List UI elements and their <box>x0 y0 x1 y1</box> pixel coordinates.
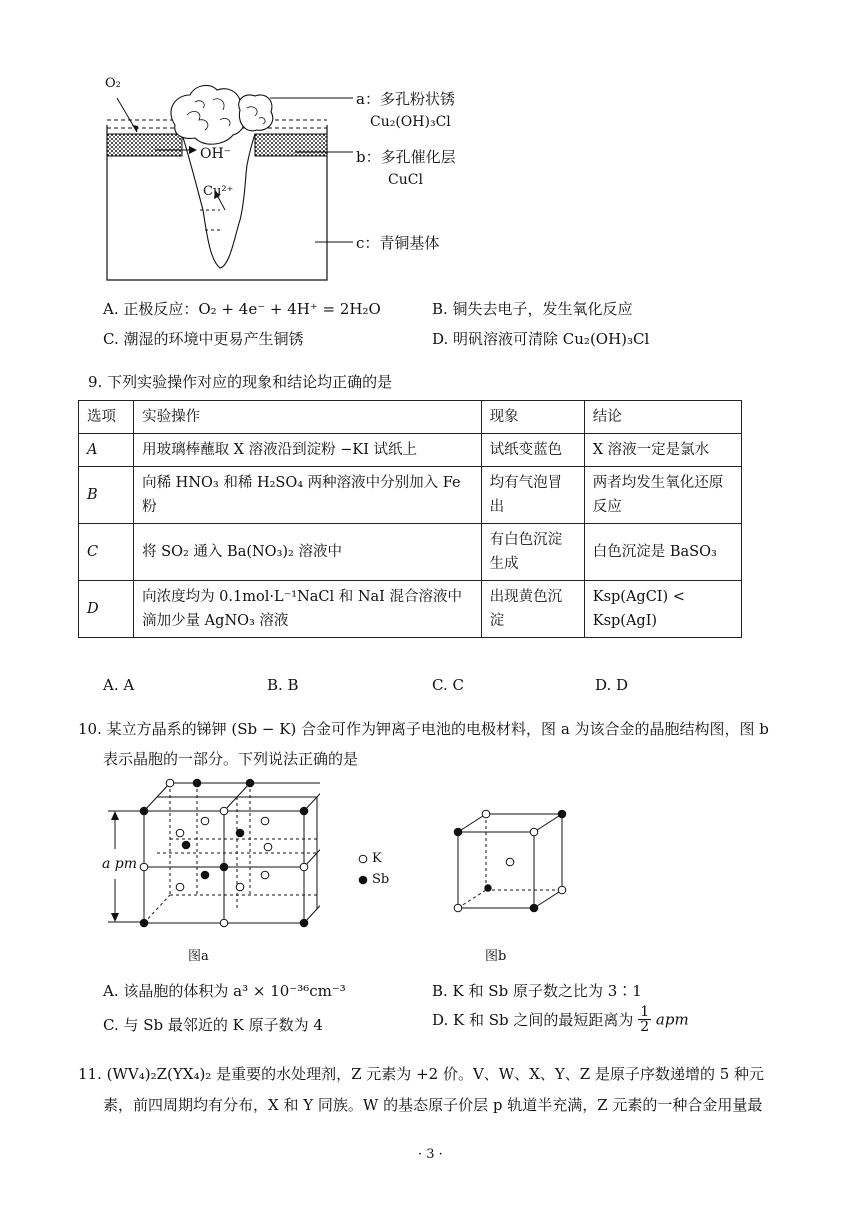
q9-option-c: C. C <box>432 676 464 694</box>
q10-option-d <box>432 1005 689 1034</box>
q10-stem-line1: 10. 某立方晶系的锑钾 (Sb − K) 合金可作为钾离子电池的电极材料，图 a 为该合金的晶胞结构图，图 b <box>78 720 769 738</box>
q9-stem: 9. 下列实验操作对应的现象和结论均正确的是 <box>88 373 393 391</box>
q10-option-c: C. 与 Sb 最邻近的 K 原子数为 4 <box>103 1016 323 1034</box>
row-b-conclusion: 两者均发生氧化还原反应 <box>584 467 741 524</box>
q8-option-d: D. 明矾溶液可清除 Cu₂(OH)₃Cl <box>432 330 650 348</box>
q10-option-d-unit: apm <box>655 1010 689 1029</box>
oh-label: OH⁻ <box>200 146 232 162</box>
dimension-label: a pm <box>102 856 138 872</box>
row-b-option: B <box>79 467 134 524</box>
crystal-cell-figure-b <box>450 808 575 913</box>
q8-option-a: A. 正极反应：O₂ + 4e⁻ + 4H⁺ = 2H₂O <box>103 300 381 318</box>
row-a-option: A <box>79 434 134 467</box>
o2-label: O₂ <box>105 76 121 91</box>
row-c-conclusion: 白色沉淀是 BaSO₃ <box>584 524 741 581</box>
q10-option-a: A. 该晶胞的体积为 a³ × 10⁻³⁶cm⁻³ <box>103 982 346 1000</box>
fraction-numerator: 1 <box>640 1004 650 1020</box>
figure-b-caption: 图b <box>485 949 507 964</box>
fraction-one-half <box>638 1005 651 1034</box>
table-row <box>79 467 742 524</box>
crystal-cell-figure-a <box>100 775 320 935</box>
row-b-operation: 向稀 HNO₃ 和稀 H₂SO₄ 两种溶液中分别加入 Fe 粉 <box>134 467 482 524</box>
q11-line1: 11. (WV₄)₂Z(YX₄)₂ 是重要的水处理剂，Z 元素为 +2 价。V、W、X、Y、Z 是原子序数递增的 5 种元 <box>78 1065 765 1083</box>
q10-stem-line2: 表示晶胞的一部分。下列说法正确的是 <box>103 750 359 768</box>
header-phenomenon: 现象 <box>481 401 584 434</box>
row-a-phenomenon: 试纸变蓝色 <box>481 434 584 467</box>
cu-label: Cu²⁺ <box>203 184 234 199</box>
q10-option-d-text: D. K 和 Sb 之间的最短距离为 <box>432 1011 634 1029</box>
table-header-row <box>79 401 742 434</box>
q8-option-b: B. 铜失去电子，发生氧化反应 <box>432 300 633 318</box>
row-a-conclusion: X 溶液一定是氯水 <box>584 434 741 467</box>
table-row <box>79 581 742 638</box>
experiment-table <box>78 400 742 638</box>
label-c: c：青铜基体 <box>356 234 440 252</box>
legend-sb: Sb <box>372 872 390 887</box>
row-b-phenomenon: 均有气泡冒出 <box>481 467 584 524</box>
row-c-operation: 将 SO₂ 通入 Ba(NO₃)₂ 溶液中 <box>134 524 482 581</box>
legend-markers <box>356 852 370 888</box>
header-operation: 实验操作 <box>134 401 482 434</box>
row-c-option: C <box>79 524 134 581</box>
q10-option-b: B. K 和 Sb 原子数之比为 3∶1 <box>432 982 642 1000</box>
header-option: 选项 <box>79 401 134 434</box>
label-b-formula: CuCl <box>388 172 423 188</box>
label-a: a：多孔粉状锈 <box>356 90 455 108</box>
label-a-formula: Cu₂(OH)₃Cl <box>370 114 451 130</box>
q8-option-c: C. 潮湿的环境中更易产生铜锈 <box>103 330 304 348</box>
row-d-operation: 向浓度均为 0.1mol·L⁻¹NaCl 和 NaI 混合溶液中滴加少量 AgNO₃ 溶液 <box>134 581 482 638</box>
table-row <box>79 524 742 581</box>
figure-a-caption: 图a <box>188 949 209 964</box>
legend-k: K <box>372 851 382 866</box>
header-conclusion: 结论 <box>584 401 741 434</box>
table-row <box>79 434 742 467</box>
row-d-conclusion: Ksp(AgCI) < Ksp(AgI) <box>584 581 741 638</box>
q9-option-a: A. A <box>103 676 135 694</box>
row-a-operation: 用玻璃棒蘸取 X 溶液沿到淀粉 −KI 试纸上 <box>134 434 482 467</box>
row-d-phenomenon: 出现黄色沉淀 <box>481 581 584 638</box>
label-b: b：多孔催化层 <box>356 148 456 166</box>
row-c-phenomenon: 有白色沉淀生成 <box>481 524 584 581</box>
q9-option-b: B. B <box>267 676 299 694</box>
fraction-denominator: 2 <box>640 1019 650 1035</box>
q9-option-d: D. D <box>595 676 629 694</box>
page-number: · 3 · <box>418 1147 443 1162</box>
q11-line2: 素，前四周期均有分布，X 和 Y 同族。W 的基态原子价层 p 轨道半充满，Z 元素的一种合金用量最 <box>103 1096 763 1114</box>
row-d-option: D <box>79 581 134 638</box>
